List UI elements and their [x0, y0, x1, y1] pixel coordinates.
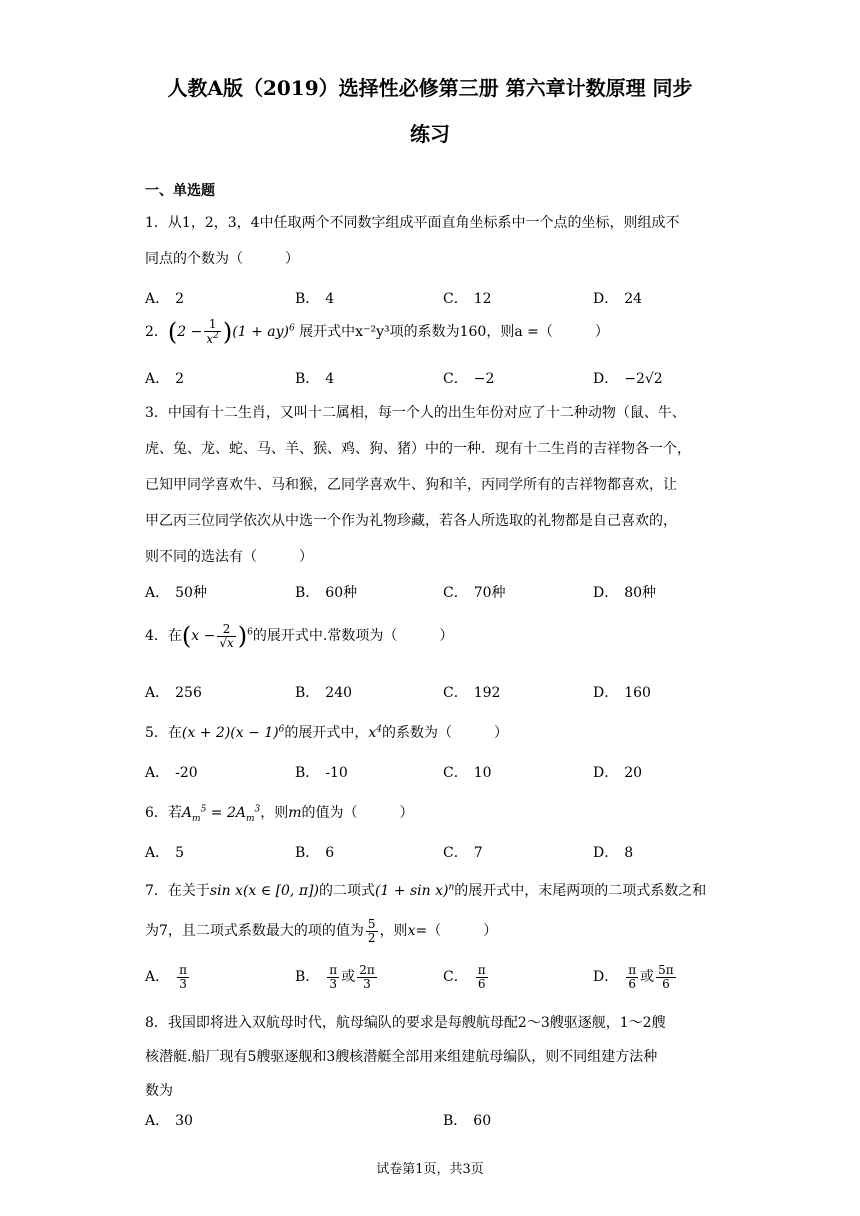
section-heading: 一、单选题 [145, 183, 215, 199]
q5-option-a: A． -20 [145, 765, 198, 781]
q2-option-a: A． 2 [145, 371, 185, 387]
doc-title-line1: 人教A版（2019）选择性必修第三册 第六章计数原理 同步 [167, 76, 693, 100]
q3-line4: 甲乙丙三位同学依次从中选一个作为礼物珍藏，若各人所选取的礼物都是自己喜欢的， [145, 513, 677, 529]
q3-option-b: B． 60种 [295, 585, 358, 601]
q1-option-c: C． 12 [443, 291, 492, 307]
q6-option-b: B． 6 [295, 845, 335, 861]
q2-option-d: D． −2√2 [593, 371, 663, 387]
q8-line3: 数为 [145, 1083, 173, 1099]
q1-option-a: A． 2 [145, 291, 185, 307]
q3-line3: 已知甲同学喜欢牛、马和猴，乙同学喜欢牛、狗和羊，丙同学所有的吉祥物都喜欢，让 [145, 477, 677, 493]
q7-line1: 7．在关于sin x(x ∈ [0, π])的二项式$(1 + \sin x)^n$的展开式中，末尾两项的二项式系数之和 [145, 882, 707, 899]
doc-title-line2: 练习 [410, 122, 450, 146]
q7-option-c: C． $\frac{\pi}{6}$ [443, 963, 486, 991]
q1-line2: 同点的个数为（ ） [145, 251, 299, 267]
q1-line1: 1．从1，2，3，4中任取两个不同数字组成平面直角坐标系中一个点的坐标，则组成不 [145, 215, 680, 231]
q2-option-c: C． −2 [443, 371, 495, 387]
q7-option-d: D． $\frac{\pi}{6}$ 或 $\frac{5\pi}{6}$ [593, 963, 674, 991]
q7-option-a: A． $\frac{\pi}{3}$ [145, 963, 188, 991]
q6-option-c: C． 7 [443, 845, 483, 861]
q3-option-c: C． 70种 [443, 585, 506, 601]
q3-line1: 3．中国有十二生肖，又叫十二属相，每一个人的出生年份对应了十二种动物（鼠、牛、 [145, 405, 686, 421]
q7-line2: 为7，且二项式系数最大的项的值为 $\frac{5}{2}$ ，则x=（ ） [145, 917, 498, 945]
q5-stem: 5．在$(x + 2)(x - 1)^6$的展开式中，$x^4$的系数为（ ） [145, 724, 509, 741]
q2-options [145, 368, 745, 390]
q5-option-b: B． -10 [295, 765, 348, 781]
q4-option-b: B． 240 [295, 685, 353, 701]
q4-stem-text: 的展开式中.常数项为（ ） [252, 628, 454, 644]
page-footer: 试卷第1页，共3页 [376, 1162, 484, 1177]
q8-line1: 8．我国即将进入双航母时代，航母编队的要求是每艘航母配2～3艘驱逐舰，1～2艘 [145, 1015, 666, 1031]
q4-stem: 4．在(x − $\frac{2}{√x}$ )$^6$的展开式中.常数项为（ ） [145, 621, 454, 650]
q4-option-a: A． 256 [145, 685, 202, 701]
q7-option-b: B． $\frac{\pi}{3}$ 或 $\frac{2\pi}{3}$ [295, 963, 375, 991]
q3-options [145, 582, 745, 604]
q8-option-b: B． 60 [443, 1113, 492, 1129]
q5-option-c: C． 10 [443, 765, 492, 781]
q2-option-b: B． 4 [295, 371, 335, 387]
q3-option-a: A． 50种 [145, 585, 207, 601]
q3-line5: 则不同的选法有（ ） [145, 549, 313, 565]
q6-option-d: D． 8 [593, 845, 634, 861]
q8-line2: 核潜艇.船厂现有5艘驱逐舰和3艘核潜艇全部用来组建航母编队，则不同组建方法种 [145, 1049, 658, 1065]
q4-options [145, 682, 745, 704]
q6-option-a: A． 5 [145, 845, 185, 861]
q1-option-b: B． 4 [295, 291, 335, 307]
q3-option-d: D． 80种 [593, 585, 657, 601]
q3-line2: 虎、兔、龙、蛇、马、羊、猴、鸡、狗、猪）中的一种．现有十二生肖的吉祥物各一个， [145, 441, 691, 457]
q1-option-d: D． 24 [593, 291, 643, 307]
q6-stem: 6．若$A_m^5 = 2A_m^3$，则m的值为（ ） [145, 804, 414, 824]
q5-options [145, 762, 745, 784]
q2-stem-text: 展开式中x⁻²y³项的系数为160，则a =（ ） [299, 324, 609, 340]
q2-stem: 2．(2 − $\frac{1}{x^2}$ )(1 + ay)$^6$ 展开式中x⁻²y³项的系数为160，则a =（ ） [145, 317, 609, 346]
q7-options [145, 964, 745, 1000]
q1-options [145, 288, 745, 310]
q6-options [145, 842, 745, 864]
q4-option-c: C． 192 [443, 685, 501, 701]
q5-option-d: D． 20 [593, 765, 643, 781]
q4-option-d: D． 160 [593, 685, 651, 701]
q8-options [145, 1110, 745, 1132]
q8-option-a: A． 30 [145, 1113, 193, 1129]
